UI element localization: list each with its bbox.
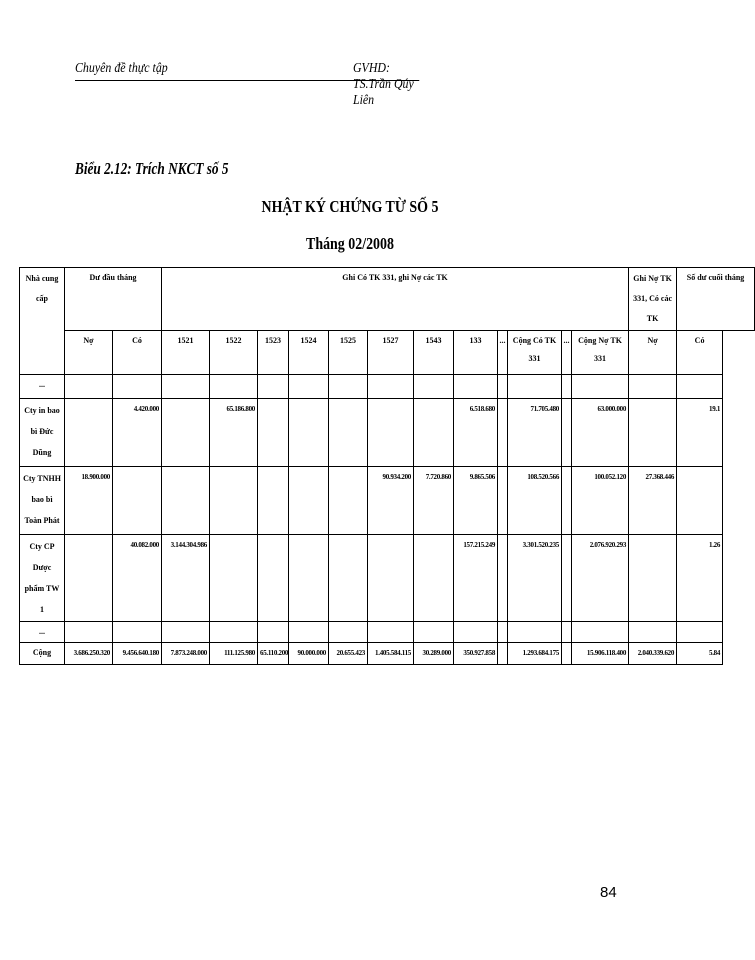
sub-closing-no: Nợ (629, 331, 677, 375)
cell-1522 (210, 467, 258, 535)
cell-close-no: 27.368.446 (629, 467, 677, 535)
sub-1543: 1543 (414, 331, 454, 375)
cell-dots (498, 399, 508, 467)
cell-1524 (289, 467, 329, 535)
document-subtitle: Tháng 02/2008 (306, 234, 394, 253)
cell-total-debit: 2.076.920.293 (572, 535, 629, 622)
table-row (20, 535, 755, 622)
ellipsis-cell: ... (20, 375, 65, 399)
ellipsis-row (20, 375, 755, 399)
total-dots-2 (562, 643, 572, 665)
header-row-2 (20, 331, 755, 375)
ellipsis-row (20, 622, 755, 643)
cell-open-no: 18.900.000 (65, 467, 113, 535)
cell-open-no (65, 535, 113, 622)
row-supplier: Cty TNHH bao bì Toàn Phát (20, 467, 65, 535)
cell-total-credit: 108.520.566 (508, 467, 562, 535)
sub-dots-2: ... (562, 331, 572, 375)
table-row (20, 399, 755, 467)
total-1525: 20.655.423 (329, 643, 368, 665)
header-left: Chuyên đề thực tập (75, 61, 168, 76)
journal-table (19, 267, 755, 665)
row-supplier: Cty in bao bì Đức Dũng (20, 399, 65, 467)
cell-1522 (210, 535, 258, 622)
cell-1543 (414, 535, 454, 622)
cell-open-co (113, 467, 162, 535)
ellipsis-cell: ... (20, 622, 65, 643)
total-1524: 90.000.000 (289, 643, 329, 665)
sub-closing-co: Có (677, 331, 723, 375)
cell-dots (498, 535, 508, 622)
cell-1543 (414, 399, 454, 467)
figure-caption: Biểu 2.12: Trích NKCT số 5 (75, 159, 229, 178)
cell-1523 (258, 399, 289, 467)
header-right: GVHD: TS.Trần Qúy Liên (352, 61, 414, 108)
total-1543: 30.289.000 (414, 643, 454, 665)
cell-open-co: 40.082.000 (113, 535, 162, 622)
cell-1525 (329, 467, 368, 535)
cell-1527 (368, 535, 414, 622)
cell-close-co (677, 467, 723, 535)
cell-1543: 7.720.860 (414, 467, 454, 535)
cell-133: 6.518.680 (454, 399, 498, 467)
cell-close-co: 1.26 (677, 535, 723, 622)
sub-total-credit: Cộng Có TK 331 (508, 331, 562, 375)
sub-1527: 1527 (368, 331, 414, 375)
cell-1522: 65.186.800 (210, 399, 258, 467)
cell-dots (498, 467, 508, 535)
cell-close-no (629, 399, 677, 467)
cell-1524 (289, 399, 329, 467)
col-supplier-header: Nhà cung cấp (20, 268, 65, 375)
cell-open-co: 4.420.000 (113, 399, 162, 467)
sub-1524: 1524 (289, 331, 329, 375)
cell-1523 (258, 467, 289, 535)
journal-table-viewport (19, 267, 745, 657)
total-close-co: 5.84 (677, 643, 723, 665)
total-row (20, 643, 755, 665)
cell-total-debit: 63.000.000 (572, 399, 629, 467)
cell-1523 (258, 535, 289, 622)
sub-1525: 1525 (329, 331, 368, 375)
cell-1527: 90.934.200 (368, 467, 414, 535)
cell-dots-2 (562, 399, 572, 467)
cell-dots-2 (562, 535, 572, 622)
col-credit-group-header: Ghi Có TK 331, ghi Nợ các TK (162, 268, 629, 331)
total-total-credit: 1.293.684.175 (508, 643, 562, 665)
total-1521: 7.873.248.000 (162, 643, 210, 665)
total-dots (498, 643, 508, 665)
sub-133: 133 (454, 331, 498, 375)
cell-open-no (65, 399, 113, 467)
cell-1521: 3.144.304.986 (162, 535, 210, 622)
header-row-1 (20, 268, 755, 331)
total-1523: 65.110.200 (258, 643, 289, 665)
total-open-no: 3.686.250.320 (65, 643, 113, 665)
col-opening-header: Dư đầu tháng (65, 268, 162, 331)
cell-1521 (162, 467, 210, 535)
total-133: 350.927.858 (454, 643, 498, 665)
row-supplier: Cty CP Dược phẩm TW 1 (20, 535, 65, 622)
cell-1527 (368, 399, 414, 467)
cell-close-co: 19.1 (677, 399, 723, 467)
cell-total-debit: 100.052.120 (572, 467, 629, 535)
sub-1523: 1523 (258, 331, 289, 375)
table-row (20, 467, 755, 535)
cell-1524 (289, 535, 329, 622)
total-label: Cộng (20, 643, 65, 665)
total-close-no: 2.040.339.620 (629, 643, 677, 665)
cell-1521 (162, 399, 210, 467)
cell-total-credit: 71.705.480 (508, 399, 562, 467)
cell-1525 (329, 535, 368, 622)
sub-dots: ... (498, 331, 508, 375)
cell-dots-2 (562, 467, 572, 535)
total-open-co: 9.456.640.180 (113, 643, 162, 665)
total-1522: 111.125.980 (210, 643, 258, 665)
sub-1521: 1521 (162, 331, 210, 375)
document-title: NHẬT KÝ CHỨNG TỪ SỐ 5 (261, 197, 439, 216)
sub-1522: 1522 (210, 331, 258, 375)
sub-total-debit: Cộng Nợ TK 331 (572, 331, 629, 375)
total-1527: 1.405.584.115 (368, 643, 414, 665)
sub-opening-co: Có (113, 331, 162, 375)
total-total-debit: 15.906.118.400 (572, 643, 629, 665)
cell-close-no (629, 535, 677, 622)
col-debit-group-header: Ghi Nợ TK 331, Có các TK (629, 268, 677, 331)
cell-133: 9.865.506 (454, 467, 498, 535)
cell-1525 (329, 399, 368, 467)
cell-133: 157.215.249 (454, 535, 498, 622)
running-header (75, 60, 419, 108)
col-closing-header: Số dư cuối tháng (677, 268, 755, 331)
page-number: 84 (600, 884, 617, 901)
sub-opening-no: Nợ (65, 331, 113, 375)
cell-total-credit: 3.301.520.235 (508, 535, 562, 622)
